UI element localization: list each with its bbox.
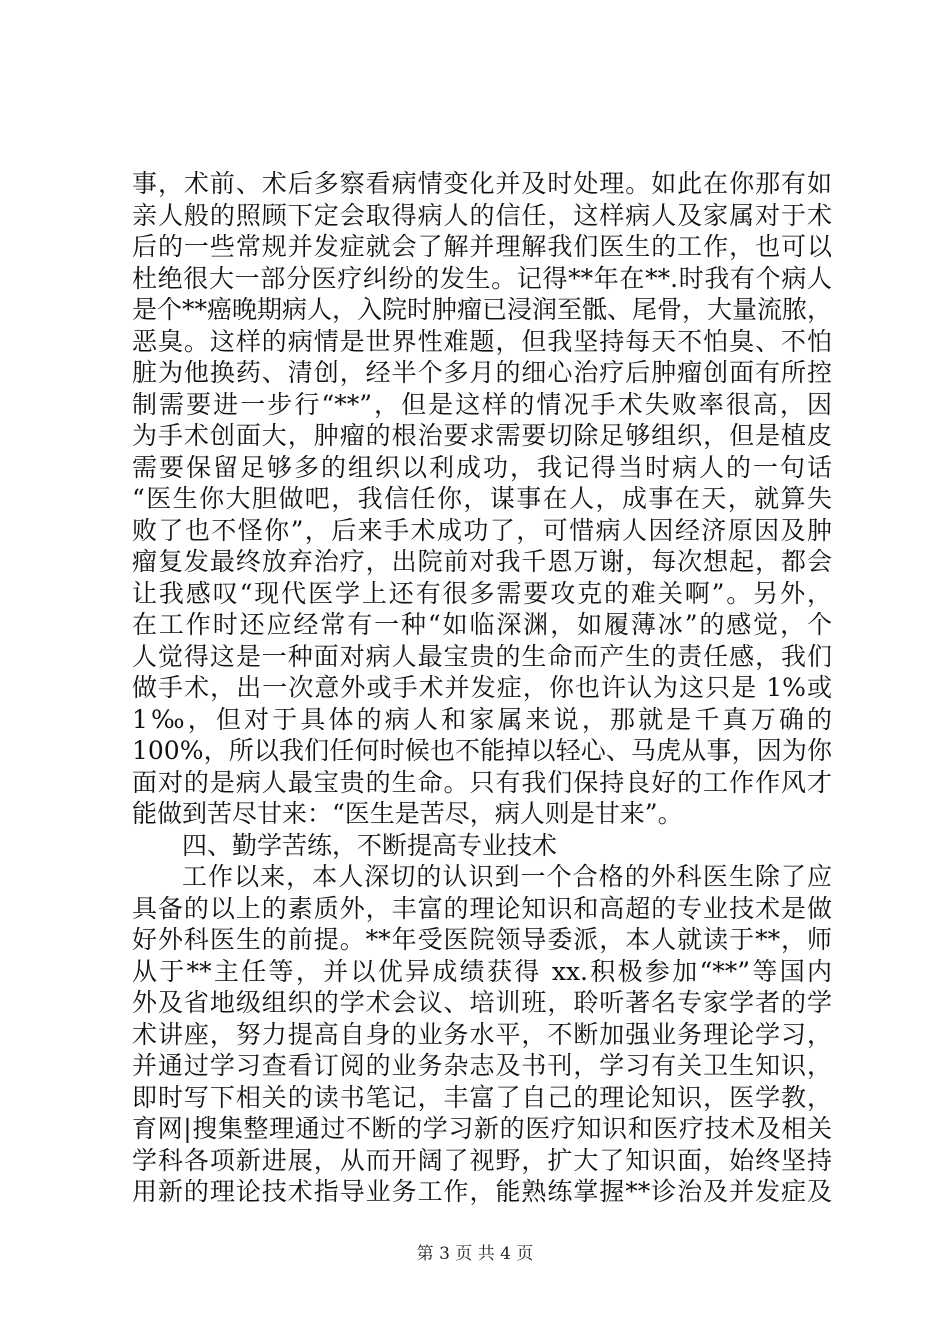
text-line: 败了也不怪你”，后来手术成功了，可惜病人因经济原因及肿 xyxy=(132,515,832,545)
text-line: 用新的理论技术指导业务工作，能熟练掌握**诊治及并发症及 xyxy=(132,1177,832,1206)
text-line: 后的一些常规并发症就会了解并理解我们医生的工作，也可以 xyxy=(132,232,832,261)
text-line: 好外科医生的前提。**年受医院领导委派，本人就读于**，师 xyxy=(132,925,832,954)
text-line: 1‰，但对于具体的病人和家属来说，那就是千真万确的 xyxy=(132,704,832,734)
text-line: 亲人般的照顾下定会取得病人的信任，这样病人及家属对于术 xyxy=(132,200,832,230)
text-line: 从于**主任等，并以优异成绩获得 xx.积极参加“**”等国内 xyxy=(132,956,832,986)
text-line: 即时写下相关的读书笔记，丰富了自己的理论知识，医学教， xyxy=(132,1082,832,1112)
text-line: 脏为他换药、清创，经半个多月的细心治疗后肿瘤创面有所控 xyxy=(132,358,832,387)
text-line: 为手术创面大，肿瘤的根治要求需要切除足够组织，但是植皮 xyxy=(132,421,832,450)
text-line: 做手术，出一次意外或手术并发症，你也许认为这只是 1%或 xyxy=(132,673,832,702)
text-line: 面对的是病人最宝贵的生命。只有我们保持良好的工作作风才 xyxy=(132,767,832,797)
text-line: 能做到苦尽甘来：“医生是苦尽，病人则是甘来”。 xyxy=(132,799,683,828)
text-line: 并通过学习查看订阅的业务杂志及书刊，学习有关卫生知识， xyxy=(132,1051,832,1080)
text-line: 学科各项新进展，从而开阔了视野，扩大了知识面，始终坚持 xyxy=(132,1145,832,1175)
text-line: 人觉得这是一种面对病人最宝贵的生命而产生的责任感，我们 xyxy=(132,641,832,671)
section-heading: 四、勤学苦练，不断提高专业技术 xyxy=(182,830,558,860)
text-line: 需要保留足够多的组织以利成功，我记得当时病人的一句话 xyxy=(132,452,832,482)
text-line: 工作以来，本人深切的认识到一个合格的外科医生除了应 xyxy=(182,862,832,891)
text-line: 外及省地级组织的学术会议、培训班，聆听著名专家学者的学 xyxy=(132,988,832,1017)
text-line: 制需要进一步行“**”，但是这样的情况手术失败率很高，因 xyxy=(132,389,832,419)
text-line: 100%，所以我们任何时候也不能掉以轻心、马虎从事，因为你 xyxy=(132,736,832,765)
text-line: 让我感叹“现代医学上还有很多需要攻克的难关啊”。另外， xyxy=(132,578,832,608)
text-line: 是个**癌晚期病人，入院时肿瘤已浸润至骶、尾骨，大量流脓， xyxy=(132,295,833,324)
text-line: 事，术前、术后多察看病情变化并及时处理。如此在你那有如 xyxy=(132,169,832,198)
text-line: 恶臭。这样的病情是世界性难题，但我坚持每天不怕臭、不怕 xyxy=(132,326,832,356)
page-number: 第 3 页 共 4 页 xyxy=(416,1244,534,1264)
text-line: 具备的以上的素质外，丰富的理论知识和高超的专业技术是做 xyxy=(132,893,832,923)
text-line: 育网|搜集整理通过不断的学习新的医疗知识和医疗技术及相关 xyxy=(132,1114,832,1143)
text-line: “医生你大胆做吧，我信任你，谋事在人，成事在天，就算失 xyxy=(132,484,832,513)
body-text xyxy=(132,168,832,1208)
text-line: 瘤复发最终放弃治疗，出院前对我千恩万谢，每次想起，都会 xyxy=(132,547,832,576)
text-line: 杜绝很大一部分医疗纠纷的发生。记得**年在**.时我有个病人 xyxy=(132,263,832,293)
text-line: 在工作时还应经常有一种“如临深渊，如履薄冰”的感觉，个 xyxy=(132,610,832,639)
text-line: 术讲座，努力提高自身的业务水平，不断加强业务理论学习， xyxy=(132,1019,832,1049)
page-footer xyxy=(0,1244,950,1264)
